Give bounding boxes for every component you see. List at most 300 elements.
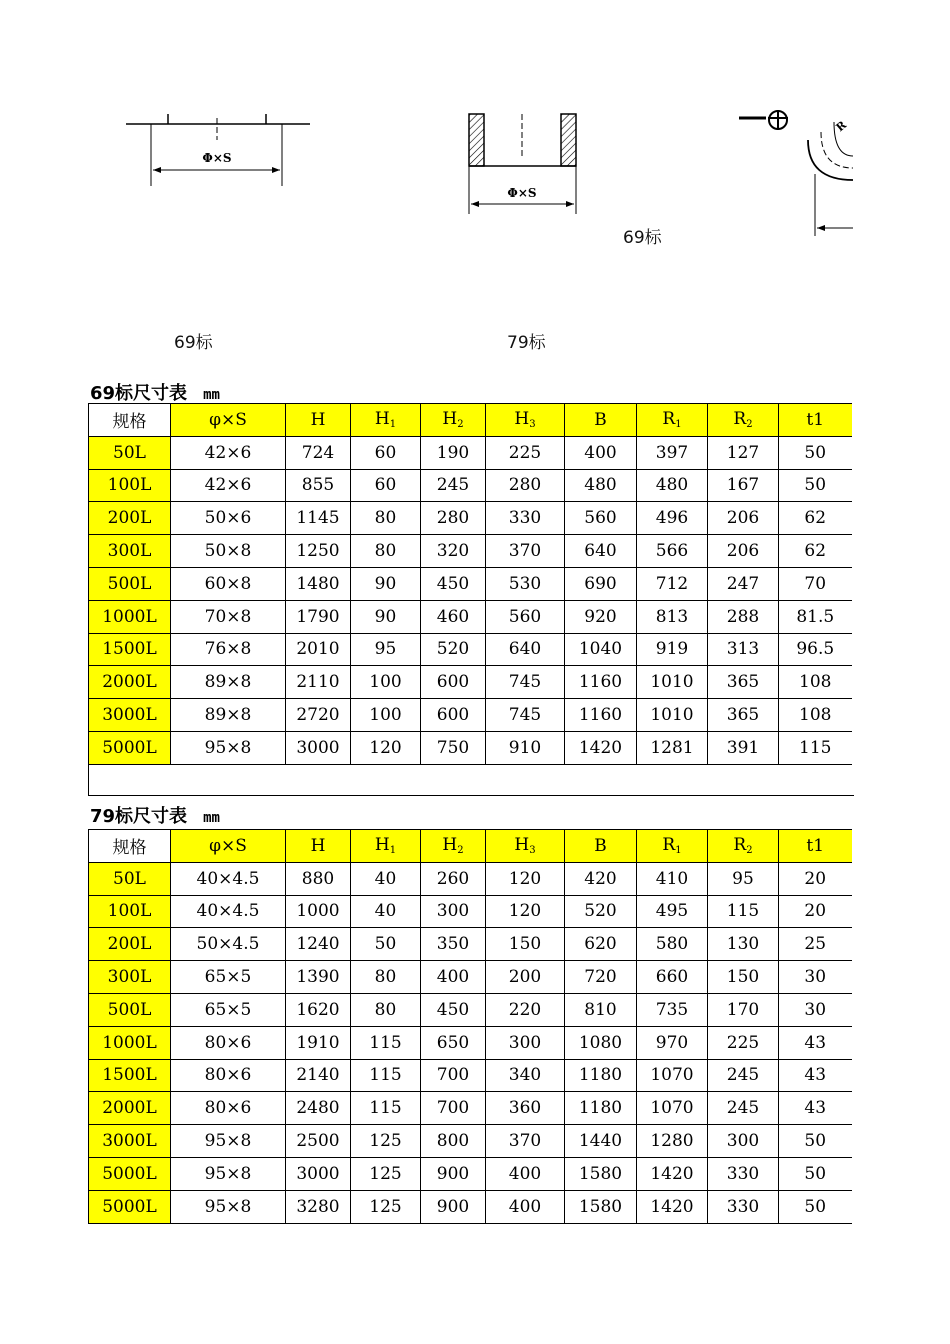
value-cell-b: 920 bbox=[565, 600, 637, 633]
table-row bbox=[89, 1157, 852, 1190]
value-cell-pipe: 50×8 bbox=[171, 535, 286, 568]
value-cell-h1: 90 bbox=[351, 567, 421, 600]
value-cell-h1: 80 bbox=[351, 961, 421, 994]
value-cell-r1: 1420 bbox=[637, 1157, 708, 1190]
header-label: φ×S bbox=[209, 409, 247, 430]
value-cell-h3: 360 bbox=[486, 1092, 565, 1125]
value-cell-pipe: 50×4.5 bbox=[171, 928, 286, 961]
value-cell-b: 1080 bbox=[565, 1026, 637, 1059]
header-cell-b bbox=[565, 404, 637, 437]
value-cell-r1: 712 bbox=[637, 567, 708, 600]
value-cell-r2: 330 bbox=[708, 1157, 779, 1190]
value-cell-t1: 81.5 bbox=[779, 600, 852, 633]
value-cell-h: 1620 bbox=[286, 993, 351, 1026]
value-cell-h: 1240 bbox=[286, 928, 351, 961]
value-cell-h1: 125 bbox=[351, 1157, 421, 1190]
value-cell-h: 2110 bbox=[286, 666, 351, 699]
value-cell-b: 480 bbox=[565, 469, 637, 502]
value-cell-h2: 460 bbox=[421, 600, 486, 633]
value-cell-h2: 750 bbox=[421, 731, 486, 764]
value-cell-h: 724 bbox=[286, 436, 351, 469]
value-cell-pipe: 95×8 bbox=[171, 1190, 286, 1223]
table-row bbox=[89, 1125, 852, 1158]
table-69-title bbox=[90, 379, 220, 405]
table-row bbox=[89, 567, 852, 600]
caption-79: 79标 bbox=[507, 333, 546, 353]
header-label: R bbox=[733, 835, 747, 856]
value-cell-r2: 365 bbox=[708, 666, 779, 699]
value-cell-r1: 397 bbox=[637, 436, 708, 469]
table-row bbox=[89, 436, 852, 469]
value-cell-r1: 1010 bbox=[637, 699, 708, 732]
value-cell-b: 520 bbox=[565, 895, 637, 928]
dim-label-left: Φ×S bbox=[202, 151, 232, 165]
spec-cell: 100L bbox=[89, 469, 171, 502]
value-cell-h3: 280 bbox=[486, 469, 565, 502]
spec-cell: 50L bbox=[89, 436, 171, 469]
value-cell-r2: 288 bbox=[708, 600, 779, 633]
value-cell-t1: 30 bbox=[779, 961, 852, 994]
value-cell-t1: 62 bbox=[779, 502, 852, 535]
value-cell-b: 420 bbox=[565, 862, 637, 895]
value-cell-h3: 400 bbox=[486, 1190, 565, 1223]
value-cell-b: 1580 bbox=[565, 1190, 637, 1223]
table-row bbox=[89, 895, 852, 928]
value-cell-b: 560 bbox=[565, 502, 637, 535]
value-cell-h3: 370 bbox=[486, 535, 565, 568]
value-cell-pipe: 60×8 bbox=[171, 567, 286, 600]
table-row bbox=[89, 535, 852, 568]
value-cell-h3: 910 bbox=[486, 731, 565, 764]
value-cell-h: 1250 bbox=[286, 535, 351, 568]
value-cell-h1: 125 bbox=[351, 1190, 421, 1223]
value-cell-t1: 50 bbox=[779, 469, 852, 502]
value-cell-pipe: 80×6 bbox=[171, 1092, 286, 1125]
table-row bbox=[89, 993, 852, 1026]
value-cell-pipe: 89×8 bbox=[171, 666, 286, 699]
value-cell-h: 1145 bbox=[286, 502, 351, 535]
header-cell-pipe bbox=[171, 830, 286, 863]
value-cell-pipe: 40×4.5 bbox=[171, 862, 286, 895]
value-cell-r1: 1281 bbox=[637, 731, 708, 764]
table-79-title bbox=[90, 802, 220, 828]
value-cell-r2: 127 bbox=[708, 436, 779, 469]
value-cell-h2: 520 bbox=[421, 633, 486, 666]
value-cell-b: 640 bbox=[565, 535, 637, 568]
value-cell-r1: 813 bbox=[637, 600, 708, 633]
value-cell-b: 1580 bbox=[565, 1157, 637, 1190]
value-cell-r1: 1070 bbox=[637, 1059, 708, 1092]
header-subscript: 2 bbox=[746, 419, 753, 431]
header-cell-h3 bbox=[486, 830, 565, 863]
header-cell-r2 bbox=[708, 404, 779, 437]
value-cell-h2: 400 bbox=[421, 961, 486, 994]
value-cell-b: 1180 bbox=[565, 1059, 637, 1092]
value-cell-t1: 96.5 bbox=[779, 633, 852, 666]
value-cell-pipe: 42×6 bbox=[171, 469, 286, 502]
value-cell-b: 1160 bbox=[565, 699, 637, 732]
value-cell-r2: 170 bbox=[708, 993, 779, 1026]
header-cell-r2 bbox=[708, 830, 779, 863]
value-cell-h3: 120 bbox=[486, 862, 565, 895]
value-cell-h: 1480 bbox=[286, 567, 351, 600]
value-cell-t1: 43 bbox=[779, 1059, 852, 1092]
value-cell-pipe: 65×5 bbox=[171, 961, 286, 994]
value-cell-r2: 247 bbox=[708, 567, 779, 600]
value-cell-h: 2480 bbox=[286, 1092, 351, 1125]
value-cell-r2: 206 bbox=[708, 535, 779, 568]
value-cell-b: 1420 bbox=[565, 731, 637, 764]
value-cell-pipe: 50×6 bbox=[171, 502, 286, 535]
value-cell-h3: 745 bbox=[486, 666, 565, 699]
value-cell-h1: 90 bbox=[351, 600, 421, 633]
value-cell-r2: 225 bbox=[708, 1026, 779, 1059]
value-cell-h3: 400 bbox=[486, 1157, 565, 1190]
value-cell-r1: 1280 bbox=[637, 1125, 708, 1158]
value-cell-h3: 340 bbox=[486, 1059, 565, 1092]
header-label: φ×S bbox=[209, 835, 247, 856]
value-cell-h1: 80 bbox=[351, 993, 421, 1026]
header-cell-h1 bbox=[351, 830, 421, 863]
caption-69: 69标 bbox=[174, 333, 213, 353]
value-cell-r1: 1010 bbox=[637, 666, 708, 699]
value-cell-t1: 43 bbox=[779, 1026, 852, 1059]
value-cell-h2: 280 bbox=[421, 502, 486, 535]
header-subscript: 3 bbox=[529, 419, 536, 431]
value-cell-h3: 560 bbox=[486, 600, 565, 633]
value-cell-t1: 108 bbox=[779, 699, 852, 732]
value-cell-r2: 206 bbox=[708, 502, 779, 535]
header-label: H bbox=[310, 409, 326, 430]
value-cell-h2: 700 bbox=[421, 1092, 486, 1125]
spec-cell: 2000L bbox=[89, 666, 171, 699]
header-subscript: 2 bbox=[746, 845, 753, 857]
value-cell-b: 690 bbox=[565, 567, 637, 600]
spec-cell: 3000L bbox=[89, 699, 171, 732]
value-cell-h3: 150 bbox=[486, 928, 565, 961]
header-label: H bbox=[442, 835, 458, 856]
value-cell-r2: 330 bbox=[708, 1190, 779, 1223]
drawing-79-base-svg bbox=[460, 110, 590, 220]
header-label: H bbox=[374, 409, 390, 430]
spec-cell: 1500L bbox=[89, 1059, 171, 1092]
value-cell-h3: 530 bbox=[486, 567, 565, 600]
value-cell-b: 620 bbox=[565, 928, 637, 961]
value-cell-h2: 450 bbox=[421, 567, 486, 600]
table-row bbox=[89, 862, 852, 895]
value-cell-r1: 1070 bbox=[637, 1092, 708, 1125]
value-cell-b: 720 bbox=[565, 961, 637, 994]
table-79-title-text: 79标尺寸表 bbox=[90, 806, 188, 827]
spec-cell: 2000L bbox=[89, 1092, 171, 1125]
table-row bbox=[89, 928, 852, 961]
header-subscript: 1 bbox=[389, 419, 397, 431]
value-cell-h: 2010 bbox=[286, 633, 351, 666]
value-cell-t1: 30 bbox=[779, 993, 852, 1026]
table-69-unit: mm bbox=[203, 387, 220, 403]
value-cell-b: 1440 bbox=[565, 1125, 637, 1158]
header-cell-t1 bbox=[779, 830, 852, 863]
header-subscript: 1 bbox=[389, 845, 397, 857]
value-cell-h: 1910 bbox=[286, 1026, 351, 1059]
value-cell-pipe: 80×6 bbox=[171, 1026, 286, 1059]
header-cell-b bbox=[565, 830, 637, 863]
header-subscript: 2 bbox=[457, 419, 464, 431]
table-row bbox=[89, 600, 852, 633]
table-spacer-row bbox=[88, 764, 854, 796]
value-cell-h2: 800 bbox=[421, 1125, 486, 1158]
value-cell-r2: 167 bbox=[708, 469, 779, 502]
radius-label: R bbox=[833, 118, 849, 135]
header-subscript: 1 bbox=[675, 845, 682, 857]
spec-cell: 200L bbox=[89, 928, 171, 961]
value-cell-r1: 919 bbox=[637, 633, 708, 666]
value-cell-h: 1390 bbox=[286, 961, 351, 994]
spec-cell: 300L bbox=[89, 961, 171, 994]
drawing-79-base bbox=[460, 110, 590, 220]
value-cell-h3: 370 bbox=[486, 1125, 565, 1158]
value-cell-h1: 115 bbox=[351, 1092, 421, 1125]
header-cell-h bbox=[286, 830, 351, 863]
value-cell-r1: 480 bbox=[637, 469, 708, 502]
spec-cell: 5000L bbox=[89, 1190, 171, 1223]
header-cell-h2 bbox=[421, 830, 486, 863]
value-cell-h1: 115 bbox=[351, 1026, 421, 1059]
value-cell-b: 400 bbox=[565, 436, 637, 469]
value-cell-h: 3280 bbox=[286, 1190, 351, 1223]
table-row bbox=[89, 1059, 852, 1092]
value-cell-h2: 190 bbox=[421, 436, 486, 469]
value-cell-r2: 130 bbox=[708, 928, 779, 961]
value-cell-b: 1180 bbox=[565, 1092, 637, 1125]
spec-cell: 50L bbox=[89, 862, 171, 895]
drawing-69-base-svg bbox=[120, 110, 320, 190]
header-label: 规格 bbox=[112, 412, 147, 433]
value-cell-h3: 745 bbox=[486, 699, 565, 732]
value-cell-b: 1040 bbox=[565, 633, 637, 666]
table-row bbox=[89, 1190, 852, 1223]
value-cell-t1: 43 bbox=[779, 1092, 852, 1125]
value-cell-r2: 391 bbox=[708, 731, 779, 764]
value-cell-h: 880 bbox=[286, 862, 351, 895]
header-label: H bbox=[514, 409, 530, 430]
value-cell-h3: 220 bbox=[486, 993, 565, 1026]
spec-cell: 5000L bbox=[89, 731, 171, 764]
value-cell-h2: 320 bbox=[421, 535, 486, 568]
header-label: B bbox=[594, 409, 607, 430]
value-cell-h1: 40 bbox=[351, 895, 421, 928]
value-cell-pipe: 76×8 bbox=[171, 633, 286, 666]
value-cell-t1: 50 bbox=[779, 1190, 852, 1223]
value-cell-r2: 95 bbox=[708, 862, 779, 895]
drawing-flange-partial bbox=[736, 110, 853, 240]
header-label: H bbox=[310, 835, 326, 856]
table-row bbox=[89, 469, 852, 502]
value-cell-h1: 95 bbox=[351, 633, 421, 666]
value-cell-b: 810 bbox=[565, 993, 637, 1026]
value-cell-r2: 245 bbox=[708, 1092, 779, 1125]
value-cell-r2: 115 bbox=[708, 895, 779, 928]
value-cell-h1: 60 bbox=[351, 436, 421, 469]
value-cell-t1: 108 bbox=[779, 666, 852, 699]
value-cell-h2: 600 bbox=[421, 699, 486, 732]
header-cell-h bbox=[286, 404, 351, 437]
table-row bbox=[89, 731, 852, 764]
value-cell-r1: 566 bbox=[637, 535, 708, 568]
header-label: H bbox=[514, 835, 530, 856]
table-79-unit: mm bbox=[203, 810, 220, 826]
drawing-caption-mid: 69标 bbox=[623, 228, 662, 248]
header-cell-h2 bbox=[421, 404, 486, 437]
value-cell-t1: 25 bbox=[779, 928, 852, 961]
header-cell-spec bbox=[89, 830, 171, 863]
value-cell-h1: 80 bbox=[351, 502, 421, 535]
value-cell-r1: 970 bbox=[637, 1026, 708, 1059]
header-cell-r1 bbox=[637, 404, 708, 437]
value-cell-pipe: 89×8 bbox=[171, 699, 286, 732]
value-cell-h1: 115 bbox=[351, 1059, 421, 1092]
header-label: R bbox=[662, 835, 676, 856]
value-cell-h3: 120 bbox=[486, 895, 565, 928]
value-cell-h: 2140 bbox=[286, 1059, 351, 1092]
value-cell-t1: 62 bbox=[779, 535, 852, 568]
value-cell-r2: 150 bbox=[708, 961, 779, 994]
value-cell-pipe: 95×8 bbox=[171, 731, 286, 764]
value-cell-r1: 660 bbox=[637, 961, 708, 994]
spec-cell: 300L bbox=[89, 535, 171, 568]
value-cell-h: 3000 bbox=[286, 1157, 351, 1190]
value-cell-h: 1000 bbox=[286, 895, 351, 928]
value-cell-t1: 70 bbox=[779, 567, 852, 600]
value-cell-h1: 80 bbox=[351, 535, 421, 568]
value-cell-h: 2500 bbox=[286, 1125, 351, 1158]
value-cell-r1: 495 bbox=[637, 895, 708, 928]
header-label: H bbox=[442, 409, 458, 430]
value-cell-t1: 50 bbox=[779, 1157, 852, 1190]
value-cell-r1: 1420 bbox=[637, 1190, 708, 1223]
value-cell-t1: 20 bbox=[779, 862, 852, 895]
value-cell-h3: 300 bbox=[486, 1026, 565, 1059]
header-cell-h3 bbox=[486, 404, 565, 437]
header-label: H bbox=[374, 835, 390, 856]
header-label: 规格 bbox=[112, 838, 147, 859]
table-69 bbox=[88, 403, 852, 765]
value-cell-h1: 100 bbox=[351, 666, 421, 699]
value-cell-t1: 20 bbox=[779, 895, 852, 928]
value-cell-r1: 580 bbox=[637, 928, 708, 961]
value-cell-pipe: 70×8 bbox=[171, 600, 286, 633]
value-cell-h: 855 bbox=[286, 469, 351, 502]
value-cell-h2: 260 bbox=[421, 862, 486, 895]
value-cell-h2: 900 bbox=[421, 1157, 486, 1190]
value-cell-r1: 735 bbox=[637, 993, 708, 1026]
table-header-row bbox=[89, 830, 852, 863]
value-cell-pipe: 95×8 bbox=[171, 1125, 286, 1158]
value-cell-b: 1160 bbox=[565, 666, 637, 699]
value-cell-t1: 115 bbox=[779, 731, 852, 764]
table-row bbox=[89, 666, 852, 699]
value-cell-h: 1790 bbox=[286, 600, 351, 633]
value-cell-h1: 40 bbox=[351, 862, 421, 895]
value-cell-h1: 100 bbox=[351, 699, 421, 732]
header-label: B bbox=[594, 835, 607, 856]
value-cell-h2: 350 bbox=[421, 928, 486, 961]
value-cell-h2: 450 bbox=[421, 993, 486, 1026]
table-row bbox=[89, 633, 852, 666]
header-cell-h1 bbox=[351, 404, 421, 437]
spec-cell: 1000L bbox=[89, 600, 171, 633]
header-label: R bbox=[662, 409, 676, 430]
value-cell-t1: 50 bbox=[779, 1125, 852, 1158]
table-69-title-text: 69标尺寸表 bbox=[90, 383, 188, 404]
table-row bbox=[89, 502, 852, 535]
value-cell-h: 3000 bbox=[286, 731, 351, 764]
value-cell-r1: 410 bbox=[637, 862, 708, 895]
spec-cell: 1500L bbox=[89, 633, 171, 666]
value-cell-h3: 330 bbox=[486, 502, 565, 535]
header-subscript: 3 bbox=[529, 845, 536, 857]
table-header-row bbox=[89, 404, 852, 437]
drawing-69-base bbox=[120, 110, 320, 190]
table-row bbox=[89, 1026, 852, 1059]
value-cell-r1: 496 bbox=[637, 502, 708, 535]
value-cell-h3: 200 bbox=[486, 961, 565, 994]
header-cell-spec bbox=[89, 404, 171, 437]
value-cell-t1: 50 bbox=[779, 436, 852, 469]
value-cell-h1: 50 bbox=[351, 928, 421, 961]
spec-cell: 1000L bbox=[89, 1026, 171, 1059]
drawing-flange-partial-svg bbox=[736, 110, 853, 240]
value-cell-h3: 640 bbox=[486, 633, 565, 666]
table-row bbox=[89, 699, 852, 732]
table-row bbox=[89, 1092, 852, 1125]
value-cell-h2: 300 bbox=[421, 895, 486, 928]
value-cell-r2: 365 bbox=[708, 699, 779, 732]
value-cell-h2: 700 bbox=[421, 1059, 486, 1092]
value-cell-h1: 60 bbox=[351, 469, 421, 502]
spec-cell: 200L bbox=[89, 502, 171, 535]
value-cell-r2: 300 bbox=[708, 1125, 779, 1158]
value-cell-h2: 600 bbox=[421, 666, 486, 699]
spec-cell: 5000L bbox=[89, 1157, 171, 1190]
table-79 bbox=[88, 829, 852, 1224]
header-cell-t1 bbox=[779, 404, 852, 437]
header-label: R bbox=[733, 409, 747, 430]
value-cell-h1: 125 bbox=[351, 1125, 421, 1158]
header-label: t1 bbox=[806, 409, 825, 430]
spec-cell: 500L bbox=[89, 567, 171, 600]
header-label: t1 bbox=[806, 835, 825, 856]
spec-cell: 100L bbox=[89, 895, 171, 928]
value-cell-pipe: 42×6 bbox=[171, 436, 286, 469]
value-cell-h2: 900 bbox=[421, 1190, 486, 1223]
value-cell-pipe: 40×4.5 bbox=[171, 895, 286, 928]
header-cell-pipe bbox=[171, 404, 286, 437]
header-cell-r1 bbox=[637, 830, 708, 863]
value-cell-r2: 313 bbox=[708, 633, 779, 666]
header-subscript: 2 bbox=[457, 845, 464, 857]
table-row bbox=[89, 961, 852, 994]
value-cell-pipe: 95×8 bbox=[171, 1157, 286, 1190]
value-cell-r2: 245 bbox=[708, 1059, 779, 1092]
spec-cell: 500L bbox=[89, 993, 171, 1026]
value-cell-h1: 120 bbox=[351, 731, 421, 764]
dim-label-mid: Φ×S bbox=[507, 186, 537, 200]
value-cell-h: 2720 bbox=[286, 699, 351, 732]
spec-cell: 3000L bbox=[89, 1125, 171, 1158]
value-cell-pipe: 80×6 bbox=[171, 1059, 286, 1092]
value-cell-pipe: 65×5 bbox=[171, 993, 286, 1026]
